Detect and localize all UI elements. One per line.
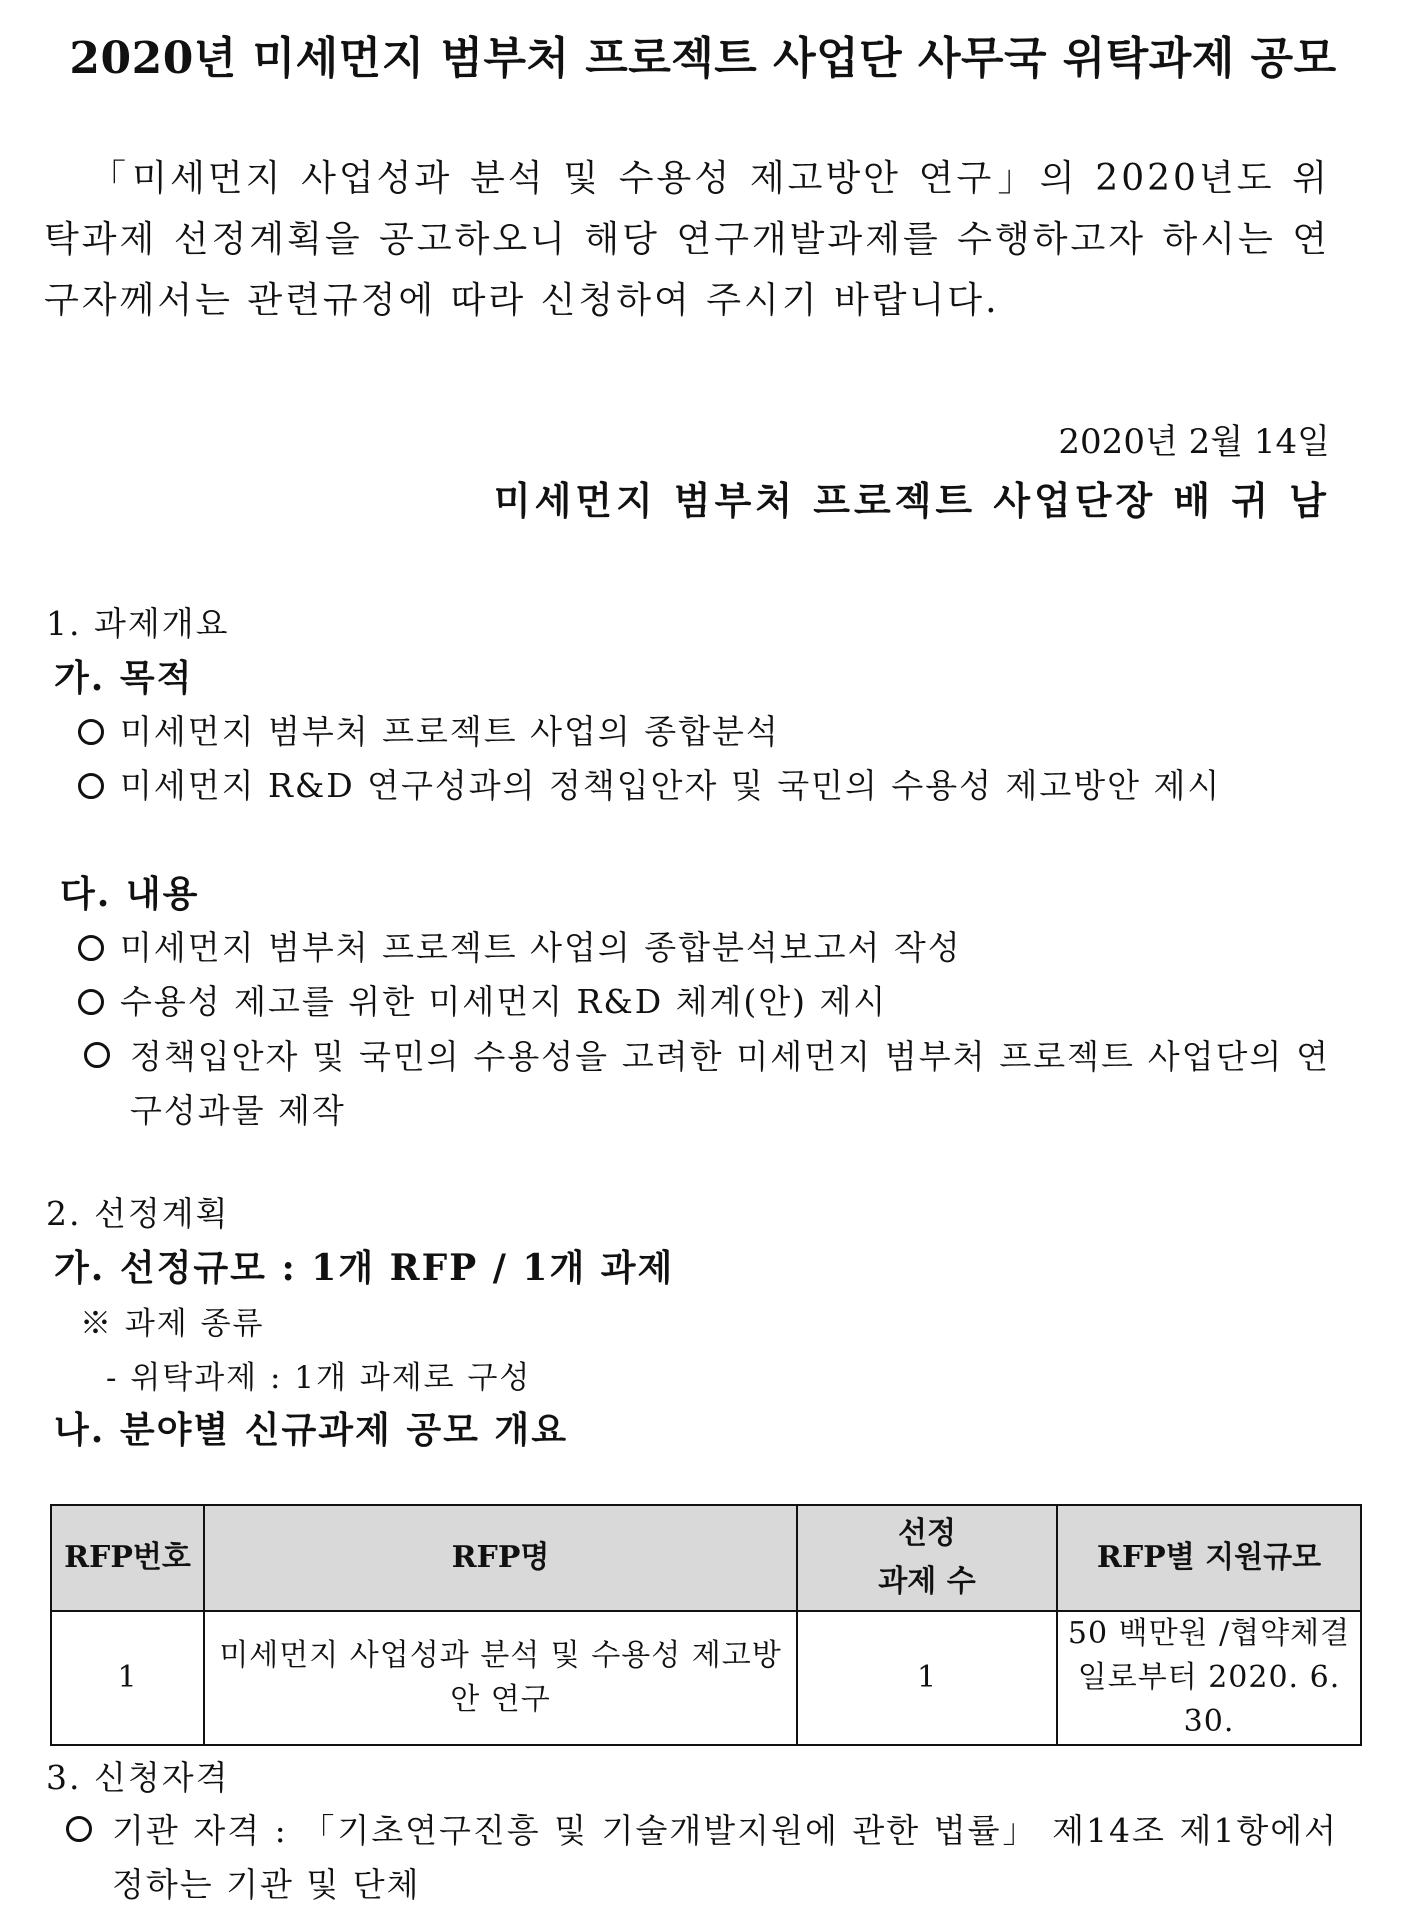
cell-support-scale: 50 백만원 /협약체결일로부터 2020. 6. 30. [1057,1611,1361,1745]
circle-bullet-icon [78,719,104,745]
cell-rfp-name: 미세먼지 사업성과 분석 및 수용성 제고방안 연구 [204,1611,797,1745]
purpose-item [78,706,780,753]
intro-paragraph: 「미세먼지 사업성과 분석 및 수용성 제고방안 연구」의 2020년도 위탁과제 선정계획을 공고하오니 해당 연구개발과제를 수행하고자 하시는 연구자께서는 관련규정에 따라 신청하여 주시기 바랍니다. [44,158,1330,321]
section1-heading: 1. 과제개요 [46,604,230,643]
purpose-item-text: 미세먼지 범부처 프로젝트 사업의 종합분석 [120,712,780,751]
circle-bullet-icon [84,1042,110,1068]
table-header-row [51,1505,1361,1611]
purpose-heading: 가. 목적 [54,657,194,699]
content-heading: 다. 내용 [60,873,200,915]
eligibility-item-text: 기관 자격 : 「기초연구진흥 및 기술개발지원에 관한 법률」 제14조 제1항에서 정하는 기관 및 단체 [112,1811,1338,1904]
col-selection-count: 선정 과제 수 [797,1505,1057,1611]
circle-bullet-icon [78,989,104,1015]
section2-heading: 2. 선정계획 [46,1194,230,1233]
col-rfp-name: RFP명 [204,1505,797,1611]
eligibility-item [66,1804,1338,1912]
signatory: 미세먼지 범부처 프로젝트 사업단장 배 귀 남 [493,478,1330,523]
content-item [84,1030,1330,1138]
scale-heading: 가. 선정규모 : 1개 RFP / 1개 과제 [54,1247,675,1289]
cell-selection-count: 1 [797,1611,1057,1745]
circle-bullet-icon [78,773,104,799]
content-item [78,922,962,969]
col-support-scale: RFP별 지원규모 [1057,1505,1361,1611]
col-rfp-number: RFP번호 [51,1505,204,1611]
circle-bullet-icon [66,1816,92,1842]
scale-note: ※ 과제 종류 [80,1306,265,1342]
overview-heading: 나. 분야별 신규과제 공모 개요 [54,1409,568,1451]
content-item [78,976,887,1023]
circle-bullet-icon [78,935,104,961]
cell-rfp-number: 1 [51,1611,204,1745]
purpose-item [78,760,1221,807]
content-item-text: 수용성 제고를 위한 미세먼지 R&D 체계(안) 제시 [120,982,888,1021]
document-title: 2020년 미세먼지 범부처 프로젝트 사업단 사무국 위탁과제 공모 [69,33,1337,84]
purpose-item-text: 미세먼지 R&D 연구성과의 정책입안자 및 국민의 수용성 제고방안 제시 [120,766,1222,805]
content-item-text: 정책입안자 및 국민의 수용성을 고려한 미세먼지 범부처 프로젝트 사업단의 연구성과물 제작 [130,1037,1330,1130]
section3-heading: 3. 신청자격 [46,1758,230,1797]
table-row [51,1611,1361,1745]
scale-sub: - 위탁과제 : 1개 과제로 구성 [106,1360,532,1396]
content-item-text: 미세먼지 범부처 프로젝트 사업의 종합분석보고서 작성 [120,928,962,967]
announcement-date: 2020년 2월 14일 [1058,422,1330,462]
rfp-table [50,1504,1362,1746]
